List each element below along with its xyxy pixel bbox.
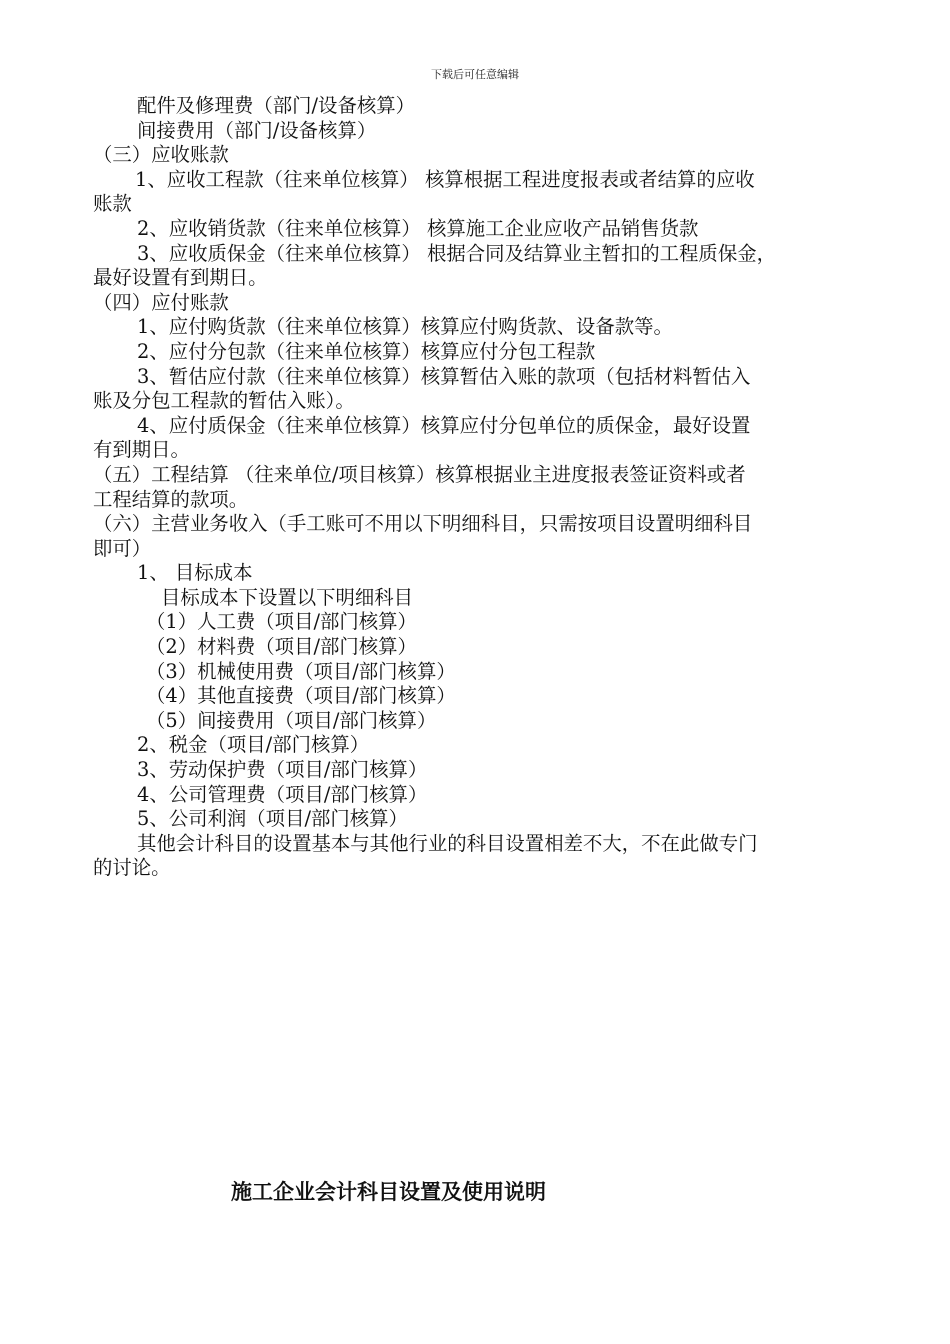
text-line: 账及分包工程款的暂估入账）。 [93,389,355,413]
text-line: 4、应付质保金（往来单位核算）核算应付分包单位的质保金，最好设置 [137,413,751,437]
text-line: 其他会计科目的设置基本与其他行业的科目设置相差不大，不在此做专门 [137,831,758,855]
page-header: 下载后可任意编辑 [431,68,519,81]
list-item: （1）人工费（项目/部门核算） [146,610,417,634]
list-item: 3、劳动保护费（项目/部门核算） [137,758,428,782]
text-line: 2、应收销货款（往来单位核算） 核算施工企业应收产品销售货款 [137,216,699,240]
text-line: 即可） [93,536,152,560]
list-item: （2）材料费（项目/部门核算） [146,635,417,659]
text-line: 有到期日。 [93,438,190,462]
section-heading: （六）主营业务收入（手工账可不用以下明细科目，只需按项目设置明细科目 [93,512,753,536]
section-heading: （四）应付账款 [93,290,229,314]
text-line: 2、应付分包款（往来单位核算）核算应付分包工程款 [137,339,596,363]
text-line: 1、 目标成本 [137,561,253,585]
text-line: 3、应收质保金（往来单位核算） 根据合同及结算业主暂扣的工程质保金， [137,241,776,265]
text-line: 1、应付购货款（往来单位核算）核算应付购货款、设备款等。 [137,315,673,339]
document-body [93,94,873,881]
list-item: 5、公司利润（项目/部门核算） [137,807,408,831]
text-line: 工程结算的款项。 [93,487,249,511]
text-line: 3、暂估应付款（往来单位核算）核算暂估入账的款项（包括材料暂估入 [137,364,751,388]
list-item: （4）其他直接费（项目/部门核算） [146,684,456,708]
section-heading: （五）工程结算 （往来单位/项目核算）核算根据业主进度报表签证资料或者 [93,462,746,486]
section-heading: （三）应收账款 [93,143,229,167]
text-line: 账款 [93,192,132,216]
text-line: 间接费用（部门/设备核算） [137,118,377,142]
text-line: 1、应收工程款（往来单位核算） 核算根据工程进度报表或者结算的应收 [135,167,755,191]
text-line: 配件及修理费（部门/设备核算） [137,94,416,117]
list-item: 4、公司管理费（项目/部门核算） [137,782,428,806]
list-item: （5）间接费用（项目/部门核算） [146,708,437,732]
document-title: 施工企业会计科目设置及使用说明 [231,1180,546,1204]
list-item: （3）机械使用费（项目/部门核算） [146,659,456,683]
list-item: 2、税金（项目/部门核算） [137,733,370,757]
text-line: 最好设置有到期日。 [93,266,268,290]
text-line: 的讨论。 [93,856,171,880]
text-line: 目标成本下设置以下明细科目 [161,585,414,609]
